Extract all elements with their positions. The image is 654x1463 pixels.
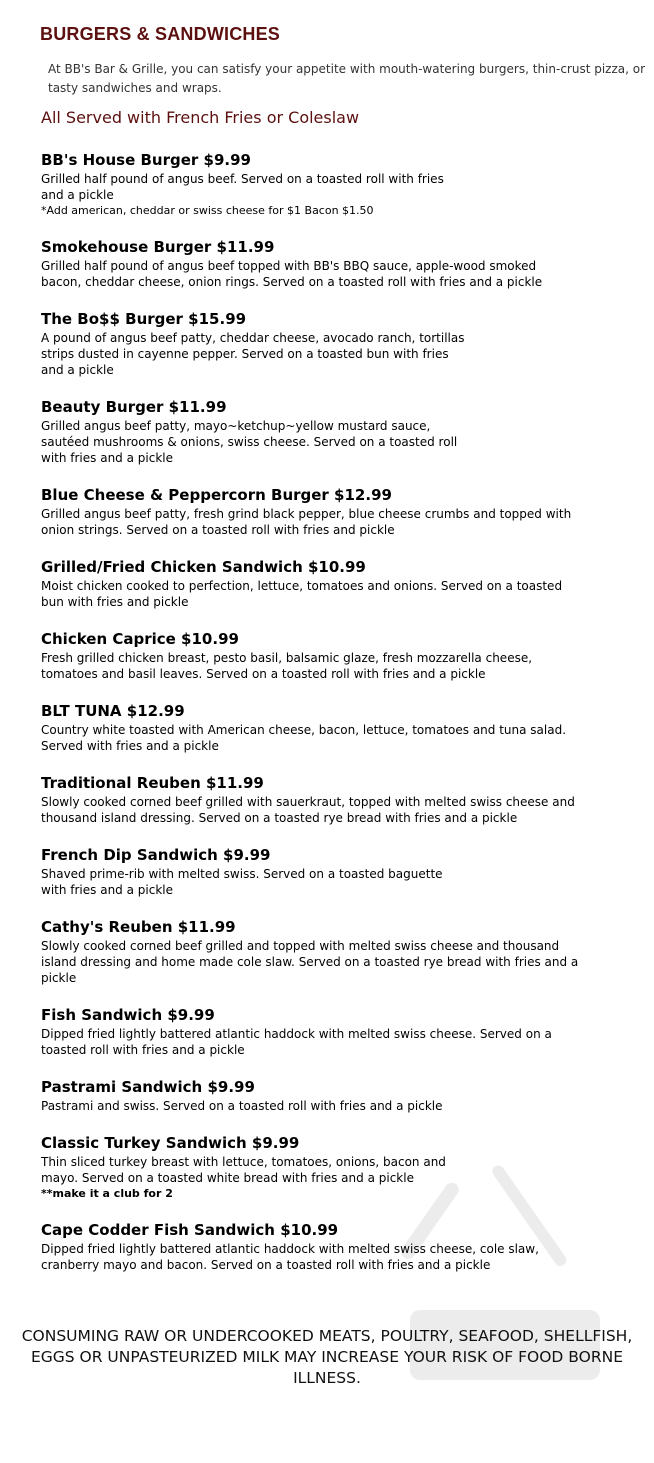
- item-title: Classic Turkey Sandwich $9.99: [41, 1134, 300, 1152]
- item-description: Thin sliced turkey breast with lettuce, tomatoes, onions, bacon and mayo. Served on a toasted white bread with fries and a pickle: [41, 1155, 446, 1185]
- item-title: French Dip Sandwich $9.99: [41, 846, 271, 864]
- item-title: Cape Codder Fish Sandwich $10.99: [41, 1221, 339, 1239]
- menu-item: [41, 237, 641, 290]
- menu-item: [41, 773, 641, 826]
- item-title: Fish Sandwich $9.99: [41, 1006, 215, 1024]
- menu-item: [41, 1005, 641, 1058]
- item-description: Fresh grilled chicken breast, pesto basil, balsamic glaze, fresh mozzarella cheese, tomatoes and basil leaves. Served on a toasted roll with fries and a pickle: [41, 651, 533, 681]
- item-title: Smokehouse Burger $11.99: [41, 238, 275, 256]
- section-title: BURGERS & SANDWICHES: [40, 24, 281, 44]
- item-note: *Add american, cheddar or swiss cheese for $1 Bacon $1.50: [41, 204, 374, 217]
- item-description: Pastrami and swiss. Served on a toasted roll with fries and a pickle: [41, 1099, 443, 1113]
- item-title: Traditional Reuben $11.99: [41, 774, 264, 792]
- item-title: BB's House Burger $9.99: [41, 151, 251, 169]
- item-description: Slowly cooked corned beef grilled and topped with melted swiss cheese and thousand island dressing and home made cole slaw. Served on a toasted rye bread with fries and a pickle: [41, 939, 579, 985]
- menu-item: [41, 917, 641, 986]
- item-description: Dipped fried lightly battered atlantic haddock with melted swiss cheese, cole slaw, cranberry mayo and bacon. Served on a toasted roll with fries and a pickle: [41, 1242, 539, 1272]
- menu-item: [41, 845, 641, 898]
- item-description: Grilled angus beef patty, fresh grind black pepper, blue cheese crumbs and topped with onion strings. Served on a toasted roll with fries and pickle: [41, 507, 572, 537]
- menu-item: [41, 629, 641, 682]
- item-title: Beauty Burger $11.99: [41, 398, 227, 416]
- item-title: Cathy's Reuben $11.99: [41, 918, 236, 936]
- menu-item: [41, 1133, 641, 1201]
- item-title: BLT TUNA $12.99: [41, 702, 185, 720]
- item-description: Slowly cooked corned beef grilled with sauerkraut, topped with melted swiss cheese and thousand island dressing. Served on a toasted rye bread with fries and a pickle: [41, 795, 575, 825]
- section-intro: At BB's Bar & Grille, you can satisfy your appetite with mouth-watering burgers, thin-crust pizza, or tasty sandwiches and wraps.: [48, 62, 646, 95]
- item-note: **make it a club for 2: [41, 1187, 173, 1200]
- item-title: Blue Cheese & Peppercorn Burger $12.99: [41, 486, 392, 504]
- menu-item: [41, 1220, 641, 1273]
- item-title: Pastrami Sandwich $9.99: [41, 1078, 255, 1096]
- menu-item: [41, 309, 641, 378]
- menu-item: [41, 397, 641, 466]
- item-description: Country white toasted with American cheese, bacon, lettuce, tomatoes and tuna salad. Served with fries and a pickle: [41, 723, 567, 753]
- item-description: Shaved prime-rib with melted swiss. Served on a toasted baguette with fries and a pickle: [41, 867, 443, 897]
- item-title: Chicken Caprice $10.99: [41, 630, 239, 648]
- menu-item: [41, 701, 641, 754]
- menu-item: [41, 485, 641, 538]
- item-description: A pound of angus beef patty, cheddar cheese, avocado ranch, tortillas strips dusted in cayenne pepper. Served on a toasted bun with fries and a pickle: [41, 331, 465, 377]
- food-safety-warning: CONSUMING RAW OR UNDERCOOKED MEATS, POULTRY, SEAFOOD, SHELLFISH, EGGS OR UNPASTEURIZED MILK MAY INCREASE YOUR RISK OF FOOD BORNE ILLNESS.: [21, 1327, 633, 1387]
- item-title: Grilled/Fried Chicken Sandwich $10.99: [41, 558, 366, 576]
- item-description: Moist chicken cooked to perfection, lettuce, tomatoes and onions. Served on a toasted bun with fries and pickle: [41, 579, 563, 609]
- menu-items: [41, 150, 641, 1273]
- menu-item: [41, 557, 641, 610]
- menu-item: [41, 1077, 641, 1114]
- item-description: Dipped fried lightly battered atlantic haddock with melted swiss cheese. Served on a toasted roll with fries and a pickle: [41, 1027, 552, 1057]
- item-title: The Bo$$ Burger $15.99: [41, 310, 247, 328]
- item-description: Grilled angus beef patty, mayo~ketchup~yellow mustard sauce, sautéed mushrooms & onions, swiss cheese. Served on a toasted roll with fries and a pickle: [41, 419, 458, 465]
- item-description: Grilled half pound of angus beef topped with BB's BBQ sauce, apple-wood smoked bacon, cheddar cheese, onion rings. Served on a toasted roll with fries and a pickle: [41, 259, 543, 289]
- item-description: Grilled half pound of angus beef. Served on a toasted roll with fries and a pickle: [41, 172, 444, 202]
- menu-item: [41, 150, 641, 218]
- served-with-note: All Served with French Fries or Coleslaw: [41, 108, 360, 127]
